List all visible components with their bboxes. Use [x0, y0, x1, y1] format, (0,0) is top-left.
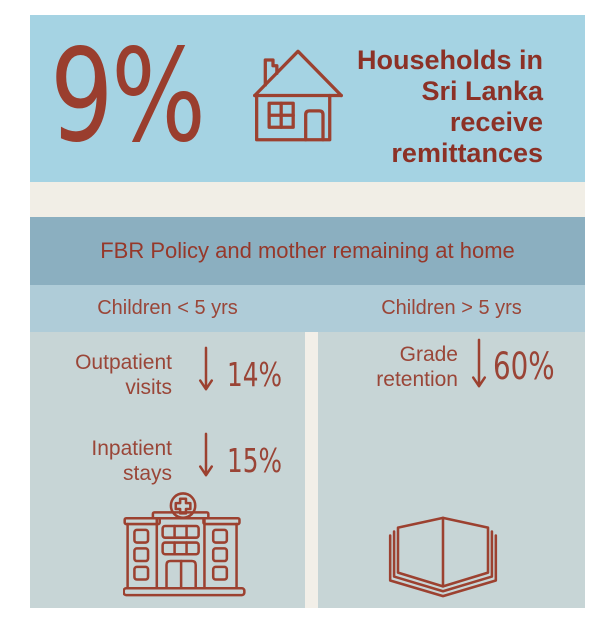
inpatient-value: 15%	[227, 441, 283, 480]
outpatient-label-line1: Outpatient	[75, 351, 172, 374]
grade-retention-value: 60%	[493, 345, 555, 388]
inpatient-label	[30, 436, 172, 486]
panel-under5	[30, 332, 305, 608]
hero-section	[30, 15, 585, 182]
hero-description-line: remittances	[391, 138, 543, 168]
hero-description-line: receive	[449, 107, 543, 137]
grade-retention-label-line1: Grade	[399, 343, 458, 366]
hospital-icon	[123, 491, 247, 598]
spacer-band	[30, 182, 585, 217]
column-header-spacer	[305, 285, 318, 332]
column-header-under5: Children < 5 yrs	[97, 297, 238, 319]
book-icon	[381, 512, 505, 602]
column-header-over5: Children > 5 yrs	[381, 297, 522, 319]
down-arrow-icon	[197, 432, 215, 480]
remittance-stat: 9%	[50, 22, 204, 171]
grade-retention-label	[318, 342, 458, 392]
inpatient-label-line2: stays	[122, 462, 172, 485]
infographic	[30, 15, 585, 608]
inpatient-label-line1: Inpatient	[91, 437, 172, 460]
policy-banner-label: FBR Policy and mother remaining at home	[100, 238, 515, 263]
hero-description-line: Sri Lanka	[421, 76, 543, 106]
down-arrow-icon	[197, 346, 215, 394]
column-headers	[30, 285, 585, 332]
policy-banner	[30, 217, 585, 285]
panels-row	[30, 332, 585, 608]
outpatient-label	[30, 350, 172, 400]
hero-description	[323, 45, 543, 169]
panel-divider	[305, 332, 318, 608]
hero-description-line: Households in	[356, 45, 543, 75]
grade-retention-label-line2: retention	[376, 368, 458, 391]
panel-over5	[318, 332, 585, 608]
outpatient-value: 14%	[227, 355, 283, 394]
outpatient-label-line2: visits	[125, 376, 172, 399]
down-arrow-icon	[470, 338, 488, 391]
